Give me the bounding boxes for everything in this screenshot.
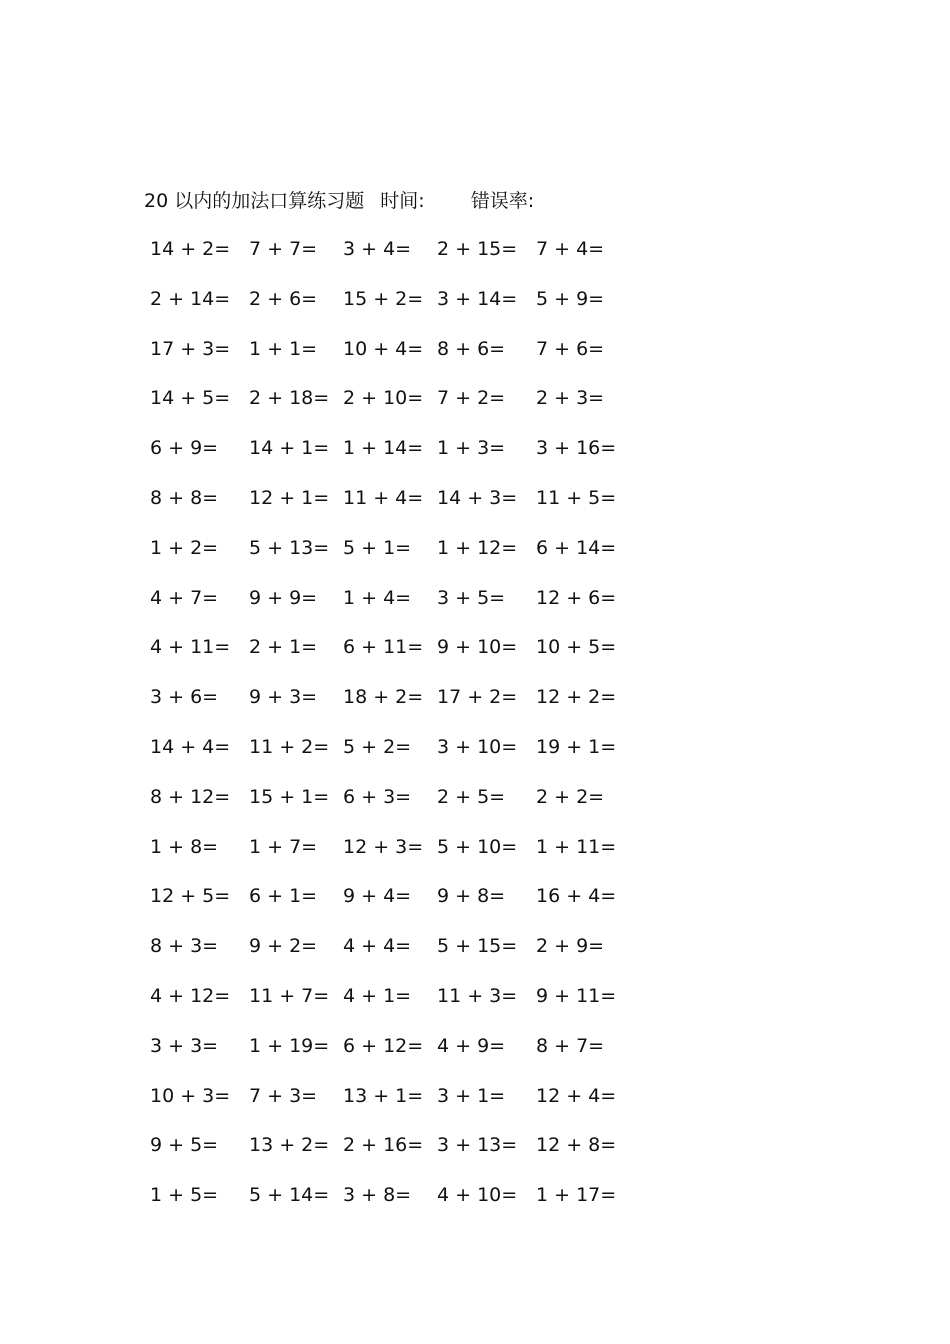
problem-item: 12 + 6= — [536, 586, 617, 609]
problem-item: 11 + 4= — [343, 486, 424, 509]
problem-item: 1 + 11= — [536, 835, 617, 858]
problem-item: 4 + 12= — [150, 984, 231, 1007]
problem-item: 3 + 6= — [150, 686, 219, 709]
problem-item: 3 + 10= — [437, 735, 518, 758]
problem-item: 5 + 2= — [343, 735, 412, 758]
worksheet-title: 20 以内的加法口算练习题 — [144, 190, 365, 212]
problem-item: 3 + 4= — [343, 238, 412, 260]
problem-row — [145, 930, 665, 980]
problem-row — [145, 1129, 665, 1179]
problem-item: 1 + 3= — [437, 437, 506, 460]
problem-item: 1 + 14= — [343, 437, 424, 460]
problem-item: 2 + 10= — [343, 387, 424, 410]
problem-item: 7 + 4= — [536, 238, 605, 260]
problem-item: 5 + 1= — [343, 536, 412, 559]
problem-item: 14 + 2= — [150, 238, 231, 260]
problem-item: 8 + 12= — [150, 785, 231, 808]
problem-row — [145, 681, 665, 731]
problem-item: 12 + 2= — [536, 686, 617, 709]
problem-item: 12 + 8= — [536, 1134, 617, 1157]
problem-item: 9 + 8= — [437, 885, 506, 908]
problem-item: 1 + 5= — [150, 1184, 219, 1207]
problem-item: 6 + 11= — [343, 636, 424, 659]
problem-item: 6 + 9= — [150, 437, 219, 460]
problem-item: 19 + 1= — [536, 735, 617, 758]
problem-item: 3 + 14= — [437, 287, 518, 310]
problem-item: 13 + 1= — [343, 1084, 424, 1107]
problem-item: 14 + 3= — [437, 486, 518, 509]
problem-row — [145, 1179, 665, 1229]
problem-item: 10 + 4= — [343, 337, 424, 360]
problem-item: 2 + 1= — [249, 636, 318, 659]
problem-item: 2 + 2= — [536, 785, 605, 808]
problem-item: 4 + 10= — [437, 1184, 518, 1207]
problem-item: 5 + 9= — [536, 287, 605, 310]
problem-item: 2 + 3= — [536, 387, 605, 410]
problem-row — [145, 880, 665, 930]
problem-item: 6 + 1= — [249, 885, 318, 908]
problem-item: 10 + 5= — [536, 636, 617, 659]
problem-item: 8 + 8= — [150, 486, 219, 509]
problem-item: 3 + 8= — [343, 1184, 412, 1207]
problem-item: 2 + 16= — [343, 1134, 424, 1157]
problem-item: 16 + 4= — [536, 885, 617, 908]
problem-item: 17 + 3= — [150, 337, 231, 360]
problem-item: 11 + 2= — [249, 735, 330, 758]
problem-item: 9 + 5= — [150, 1134, 219, 1157]
problem-row — [145, 731, 665, 781]
problem-row — [145, 283, 665, 333]
problem-item: 3 + 1= — [437, 1084, 506, 1107]
problem-item: 4 + 4= — [343, 935, 412, 958]
problem-item: 9 + 4= — [343, 885, 412, 908]
problem-item: 15 + 2= — [343, 287, 424, 310]
problem-item: 12 + 5= — [150, 885, 231, 908]
problem-item: 12 + 1= — [249, 486, 330, 509]
problem-item: 11 + 5= — [536, 486, 617, 509]
problem-item: 14 + 4= — [150, 735, 231, 758]
problem-item: 2 + 5= — [437, 785, 506, 808]
problem-item: 7 + 7= — [249, 238, 318, 260]
problem-item: 1 + 19= — [249, 1034, 330, 1057]
problem-item: 12 + 4= — [536, 1084, 617, 1107]
problem-item: 1 + 7= — [249, 835, 318, 858]
problem-item: 4 + 11= — [150, 636, 231, 659]
problem-item: 4 + 9= — [437, 1034, 506, 1057]
problem-item: 7 + 2= — [437, 387, 506, 410]
problem-item: 11 + 3= — [437, 984, 518, 1007]
problem-item: 5 + 10= — [437, 835, 518, 858]
problem-item: 1 + 8= — [150, 835, 219, 858]
problem-item: 1 + 2= — [150, 536, 219, 559]
problem-item: 2 + 9= — [536, 935, 605, 958]
problem-item: 8 + 7= — [536, 1034, 605, 1057]
problem-item: 14 + 5= — [150, 387, 231, 410]
problem-item: 9 + 10= — [437, 636, 518, 659]
problem-item: 5 + 13= — [249, 536, 330, 559]
problem-row — [145, 333, 665, 383]
problem-row — [145, 831, 665, 881]
problem-item: 3 + 3= — [150, 1034, 219, 1057]
problem-item: 9 + 3= — [249, 686, 318, 709]
problem-item: 4 + 1= — [343, 984, 412, 1007]
problem-item: 2 + 6= — [249, 287, 318, 310]
problem-item: 6 + 12= — [343, 1034, 424, 1057]
problem-item: 2 + 14= — [150, 287, 231, 310]
problem-item: 8 + 3= — [150, 935, 219, 958]
time-label: 时间: — [380, 190, 425, 212]
problem-grid — [145, 233, 665, 1229]
problem-row — [145, 482, 665, 532]
problem-row — [145, 233, 665, 283]
problem-item: 7 + 6= — [536, 337, 605, 360]
error-rate-label: 错误率: — [470, 190, 535, 212]
problem-item: 9 + 9= — [249, 586, 318, 609]
problem-item: 13 + 2= — [249, 1134, 330, 1157]
problem-item: 2 + 18= — [249, 387, 330, 410]
problem-item: 14 + 1= — [249, 437, 330, 460]
problem-item: 15 + 1= — [249, 785, 330, 808]
problem-row — [145, 582, 665, 632]
problem-item: 9 + 2= — [249, 935, 318, 958]
problem-item: 3 + 13= — [437, 1134, 518, 1157]
problem-item: 1 + 12= — [437, 536, 518, 559]
problem-item: 5 + 14= — [249, 1184, 330, 1207]
problem-item: 5 + 15= — [437, 935, 518, 958]
problem-item: 8 + 6= — [437, 337, 506, 360]
problem-row — [145, 631, 665, 681]
problem-row — [145, 781, 665, 831]
problem-row — [145, 382, 665, 432]
problem-item: 1 + 1= — [249, 337, 318, 360]
problem-item: 10 + 3= — [150, 1084, 231, 1107]
problem-item: 2 + 15= — [437, 238, 518, 260]
problem-item: 1 + 17= — [536, 1184, 617, 1207]
problem-item: 7 + 3= — [249, 1084, 318, 1107]
problem-item: 4 + 7= — [150, 586, 219, 609]
problem-item: 3 + 16= — [536, 437, 617, 460]
problem-row — [145, 532, 665, 582]
worksheet-header — [144, 186, 534, 216]
problem-row — [145, 980, 665, 1030]
problem-row — [145, 1030, 665, 1080]
problem-item: 1 + 4= — [343, 586, 412, 609]
problem-row — [145, 1080, 665, 1130]
problem-item: 3 + 5= — [437, 586, 506, 609]
problem-item: 11 + 7= — [249, 984, 330, 1007]
problem-item: 6 + 3= — [343, 785, 412, 808]
problem-item: 18 + 2= — [343, 686, 424, 709]
problem-item: 17 + 2= — [437, 686, 518, 709]
problem-row — [145, 432, 665, 482]
problem-item: 12 + 3= — [343, 835, 424, 858]
problem-item: 9 + 11= — [536, 984, 617, 1007]
problem-item: 6 + 14= — [536, 536, 617, 559]
